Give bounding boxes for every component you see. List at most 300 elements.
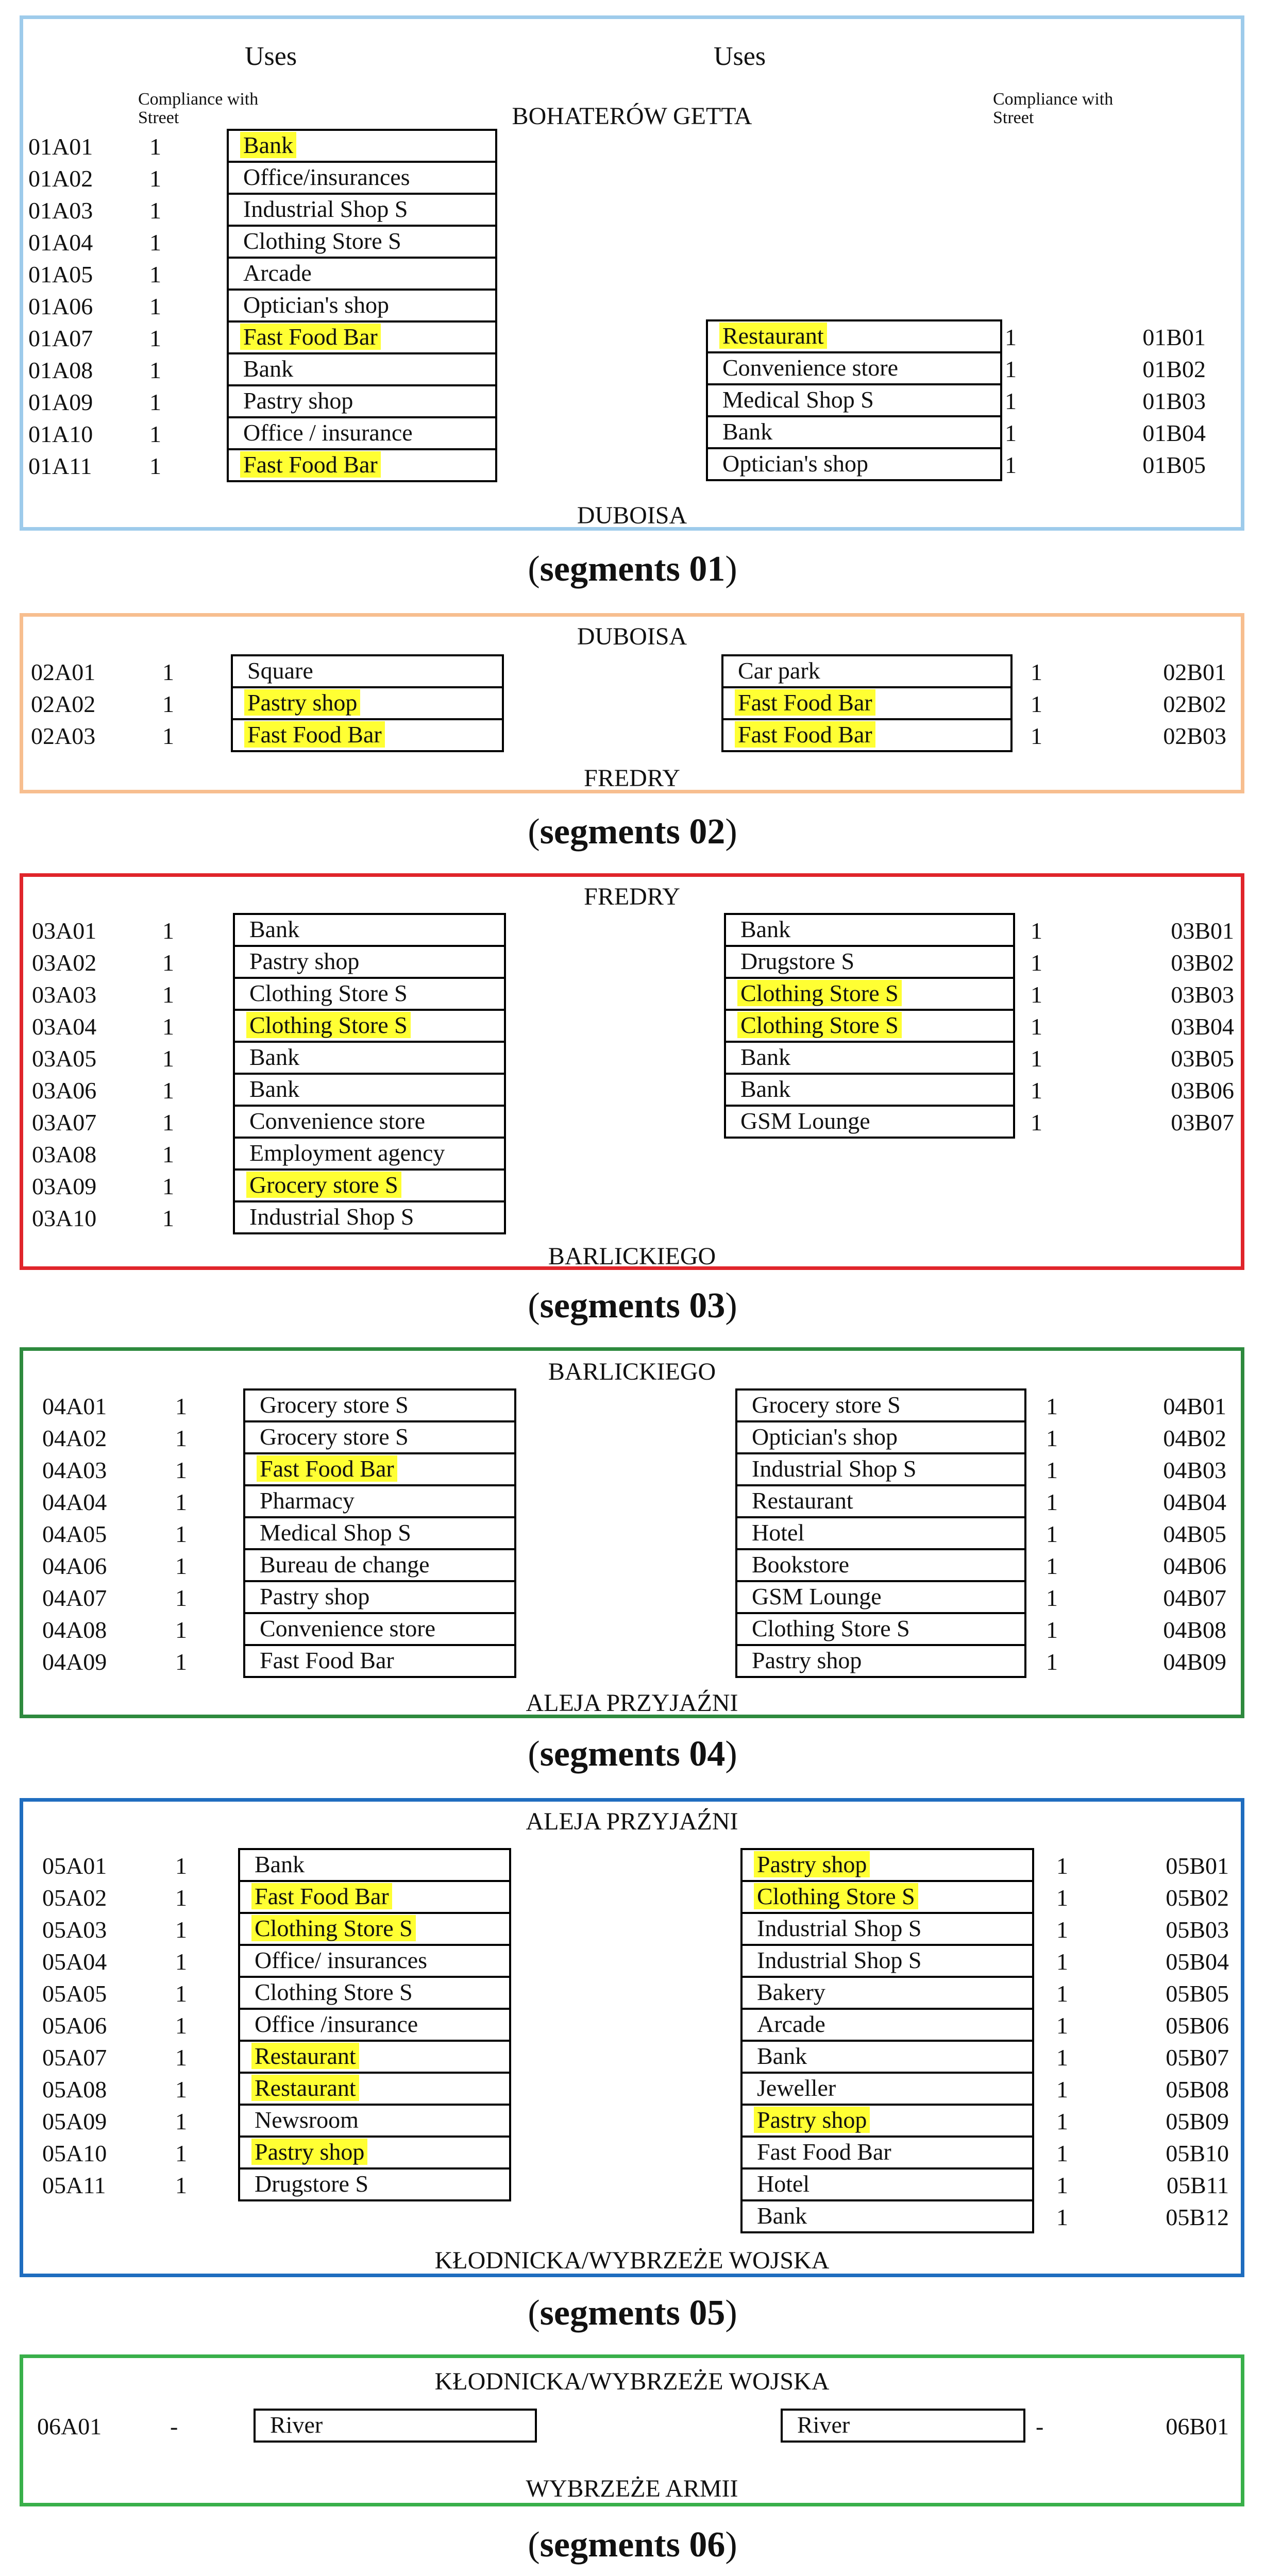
use-label: Grocery store S [260,1392,409,1418]
use-cell [743,2201,1032,2233]
compliance-value: 1 [162,1141,174,1167]
use-cell [240,1914,509,1946]
plot-code: 03A09 [32,1173,97,1199]
plot-code: 03A07 [32,1109,97,1136]
plot-code: 01A05 [28,261,93,287]
use-cell [245,1518,514,1550]
compliance-value: 1 [162,1045,174,1072]
plot-code: 01A04 [28,229,93,256]
compliance-value: 1 [175,1489,187,1515]
compliance-value: 1 [175,1521,187,1547]
plot-code: 01A01 [28,133,93,160]
plot-code: 04B06 [1163,1553,1226,1579]
use-label: Fast Food Bar [260,1647,394,1673]
use-cell [723,720,1010,752]
bottom-street-name: FREDRY [584,765,680,792]
compliance-value: 1 [1046,1617,1058,1643]
plot-code: 05B07 [1166,2044,1229,2071]
plot-code: 05B12 [1166,2204,1229,2230]
use-label: Fast Food Bar [240,324,381,350]
use-cell [743,1914,1032,1946]
plot-code: 05A10 [42,2140,107,2166]
compliance-value: 1 [162,1109,174,1136]
compliance-value: 1 [1046,1425,1058,1451]
compliance-value: - [170,2413,178,2439]
use-cell [233,720,502,752]
segment-box [20,2354,1244,2506]
use-cell [737,1614,1024,1646]
use-label: Clothing Store S [754,1883,918,1909]
use-cell [229,163,495,195]
use-label: Clothing Store S [246,1012,411,1038]
plot-code: 03B05 [1171,1045,1234,1072]
use-cell [229,354,495,386]
use-label: Car park [738,657,820,684]
compliance-value: 1 [1005,356,1017,382]
plot-code: 01A07 [28,325,93,351]
use-label: Convenience store [722,354,899,381]
segment-box [20,613,1244,793]
use-cell [708,385,1000,417]
segment-caption: (segments 04) [528,1734,737,1774]
compliance-value: 1 [175,1585,187,1611]
right-uses-column [724,913,1015,1139]
segment-caption-text: segments 05 [539,2293,726,2333]
use-label: Fast Food Bar [240,451,381,478]
plot-code: 05B03 [1166,1917,1229,1943]
use-cell [726,915,1013,947]
use-label: Bureau de change [260,1551,430,1578]
plot-code: 03B03 [1171,981,1234,1008]
use-cell [229,418,495,450]
use-label: Restaurant [719,323,827,349]
use-cell [737,1550,1024,1582]
plot-code: 05B01 [1166,1853,1229,1879]
compliance-value: 1 [1031,1109,1042,1136]
use-label: Bank [243,355,294,382]
compliance-value: 1 [1046,1457,1058,1483]
plot-code: 03A05 [32,1045,97,1072]
plot-code: 02A01 [31,659,96,685]
plot-code: 04A01 [42,1393,107,1419]
use-label: Clothing Store S [251,1915,416,1941]
plot-code: 03B02 [1171,950,1234,976]
top-street-name: ALEJA PRZYJAŹNI [526,1808,738,1835]
use-label: Convenience store [249,1108,426,1134]
use-cell [743,1850,1032,1882]
segment-caption: (segments 01) [528,549,737,589]
compliance-value: 1 [1005,452,1017,478]
compliance-value: 1 [1031,950,1042,976]
use-label: Drugstore S [255,2171,369,2197]
use-cell [235,979,504,1011]
use-label: Fast Food Bar [257,1455,397,1482]
segment-caption-text: segments 01 [539,549,726,589]
compliance-value: 1 [175,2044,187,2071]
compliance-value: 1 [162,691,174,717]
use-label: Clothing Store S [243,228,401,254]
plot-code: 05B09 [1166,2108,1229,2134]
use-cell [235,1011,504,1043]
use-label: Bank [757,2043,807,2069]
compliance-value: 1 [175,1649,187,1675]
compliance-value: 1 [175,1917,187,1943]
segment-caption: (segments 03) [528,1286,737,1326]
use-label: Pastry shop [251,2139,367,2165]
use-cell [245,1454,514,1486]
use-label: Bank [740,1076,791,1102]
use-label: Bank [757,2202,807,2229]
compliance-value: 1 [175,1393,187,1419]
compliance-value: 1 [149,293,161,319]
plot-code: 05B11 [1167,2172,1229,2198]
bottom-street-name: WYBRZEŻE ARMII [526,2475,738,2502]
use-cell [235,1075,504,1107]
compliance-value: 1 [1031,691,1042,717]
uses-label-right: Uses [714,42,766,71]
use-label: Industrial Shop S [243,196,408,222]
compliance-value: - [1036,2413,1044,2439]
use-cell [708,449,1000,481]
use-cell [235,915,504,947]
use-label: Fast Food Bar [244,721,385,748]
use-cell [743,1882,1032,1914]
plot-code: 02B02 [1163,691,1226,717]
plot-code: 05A09 [42,2108,107,2134]
plot-code: 05A11 [42,2172,106,2198]
use-cell [726,1107,1013,1139]
use-label: Pastry shop [243,387,353,414]
compliance-value: 1 [1005,324,1017,350]
use-label: Grocery store S [260,1423,409,1450]
use-cell [245,1422,514,1454]
plot-code: 04B05 [1163,1521,1226,1547]
use-cell [233,688,502,720]
top-street-name: BOHATERÓW GETTA [512,103,752,130]
plot-code: 04B09 [1163,1649,1226,1675]
use-cell [245,1582,514,1614]
compliance-value: 1 [175,2076,187,2103]
compliance-value: 1 [175,1885,187,1911]
plot-code: 01A09 [28,389,93,415]
use-cell [240,2138,509,2170]
plot-code: 05A02 [42,1885,107,1911]
use-label: Grocery store S [752,1392,901,1418]
left-uses-column [238,1848,511,2201]
use-label: Bank [740,916,791,942]
use-label: Optician's shop [752,1423,898,1450]
plot-code: 01B01 [1142,324,1206,350]
compliance-value: 1 [1046,1585,1058,1611]
segment-caption-text: segments 03 [539,1286,726,1326]
compliance-value: 1 [1046,1553,1058,1579]
use-label: GSM Lounge [740,1108,870,1134]
use-cell [708,417,1000,449]
use-cell [743,2138,1032,2170]
compliance-value: 1 [149,325,161,351]
compliance-value: 1 [1056,2108,1068,2134]
use-label: Hotel [757,2171,810,2197]
compliance-value: 1 [1031,659,1042,685]
plot-code: 06B01 [1166,2413,1229,2439]
bottom-street-name: BARLICKIEGO [548,1243,716,1270]
plot-code: 05A08 [42,2076,107,2103]
plot-code: 03B04 [1171,1013,1234,1040]
plot-code: 01A03 [28,197,93,224]
compliance-label-right: Compliance with Street [993,90,1114,127]
use-cell [240,1850,509,1882]
uses-label-left: Uses [245,42,297,71]
use-cell [245,1486,514,1518]
use-label: Optician's shop [722,450,868,477]
use-label: Bakery [757,1979,825,2005]
compliance-value: 1 [1056,2140,1068,2166]
use-label: Bank [249,1076,300,1102]
plot-code: 05A07 [42,2044,107,2071]
compliance-value: 1 [1056,2076,1068,2103]
compliance-value: 1 [1056,2204,1068,2230]
plot-code: 01B04 [1142,420,1206,446]
segment-caption-text: segments 06 [539,2525,726,2565]
use-label: Clothing Store S [249,980,408,1006]
use-cell [229,291,495,323]
plot-code: 05B08 [1166,2076,1229,2103]
segment-caption: (segments 02) [528,812,737,852]
compliance-value: 1 [149,389,161,415]
plot-code: 03B07 [1171,1109,1234,1136]
plot-code: 05A05 [42,1980,107,2007]
use-label: Bank [240,132,296,158]
use-cell [240,2170,509,2201]
use-label: Bank [249,916,300,942]
compliance-value: 1 [162,659,174,685]
use-cell [737,1486,1024,1518]
plot-code: 04A08 [42,1617,107,1643]
compliance-value: 1 [1031,1013,1042,1040]
use-label: Jeweller [757,2075,836,2101]
compliance-value: 1 [175,1948,187,1975]
plot-code: 01B02 [1142,356,1206,382]
compliance-value: 1 [175,1553,187,1579]
use-cell [737,1646,1024,1678]
use-cell [726,1075,1013,1107]
use-cell [743,2010,1032,2042]
compliance-value: 1 [162,1013,174,1040]
plot-code: 04A09 [42,1649,107,1675]
plot-code: 04B07 [1163,1585,1226,1611]
use-label: Medical Shop S [722,386,874,413]
use-cell [743,2170,1032,2201]
plot-code: 04B03 [1163,1457,1226,1483]
compliance-value: 1 [162,1173,174,1199]
use-cell [743,2106,1032,2138]
plot-code: 03A04 [32,1013,97,1040]
bottom-street-name: DUBOISA [577,502,687,529]
plot-code: 03A01 [32,918,97,944]
compliance-value: 1 [1046,1521,1058,1547]
use-cell [723,688,1010,720]
compliance-value: 1 [1056,2012,1068,2039]
use-label: Clothing Store S [737,1012,902,1038]
use-label: Restaurant [752,1487,853,1514]
plot-code: 03A02 [32,950,97,976]
compliance-value: 1 [175,1425,187,1451]
compliance-value: 1 [1056,2044,1068,2071]
use-label: Pastry shop [752,1647,862,1673]
use-label: Bookstore [752,1551,850,1578]
use-label: Pastry shop [260,1583,370,1609]
use-label: Pastry shop [754,2107,870,2133]
plot-code: 05B06 [1166,2012,1229,2039]
left-uses-column [233,913,506,1234]
use-cell [240,2106,509,2138]
use-cell [708,353,1000,385]
use-cell [235,1139,504,1171]
left-uses-column [254,2409,537,2443]
use-label: Bank [722,418,773,445]
use-label: Pastry shop [249,948,360,974]
plot-code: 01B03 [1142,388,1206,414]
compliance-value: 1 [175,1457,187,1483]
plot-code: 01A06 [28,293,93,319]
use-label: Office / insurance [243,419,413,446]
compliance-value: 1 [162,1205,174,1231]
use-label: Drugstore S [740,948,855,974]
right-uses-column [740,1848,1034,2233]
plot-code: 01A02 [28,165,93,192]
use-cell [783,2411,1023,2443]
right-uses-column [721,654,1013,752]
use-cell [233,656,502,688]
compliance-value: 1 [1031,918,1042,944]
left-uses-column [243,1388,516,1678]
use-cell [743,2042,1032,2074]
plot-code: 05B02 [1166,1885,1229,1911]
use-cell [235,1107,504,1139]
compliance-value: 1 [1056,2172,1068,2198]
plot-code: 04B02 [1163,1425,1226,1451]
use-cell [726,947,1013,979]
plot-code: 03A06 [32,1077,97,1104]
plot-code: 01A10 [28,421,93,447]
use-label: Industrial Shop S [757,1947,922,1973]
use-cell [240,2042,509,2074]
segment-caption-text: segments 04 [539,1734,726,1774]
use-cell [245,1614,514,1646]
use-cell [726,1043,1013,1075]
use-label: Clothing Store S [752,1615,910,1641]
plot-code: 01A08 [28,357,93,383]
compliance-value: 1 [162,918,174,944]
use-label: Fast Food Bar [735,721,875,748]
use-label: Optician's shop [243,292,389,318]
use-cell [256,2411,535,2443]
use-label: River [270,2412,323,2438]
use-label: Restaurant [251,2075,359,2101]
compliance-value: 1 [1046,1393,1058,1419]
compliance-value: 1 [162,723,174,749]
use-label: Employment agency [249,1140,445,1166]
segment-box [20,873,1244,1270]
use-label: Arcade [243,260,312,286]
plot-code: 03A10 [32,1205,97,1231]
use-label: GSM Lounge [752,1583,882,1609]
use-cell [737,1582,1024,1614]
use-label: Arcade [757,2011,825,2037]
compliance-value: 1 [175,2140,187,2166]
compliance-value: 1 [1031,981,1042,1008]
left-uses-column [231,654,504,752]
use-cell [235,1171,504,1202]
use-label: Convenience store [260,1615,436,1641]
plot-code: 05A06 [42,2012,107,2039]
compliance-value: 1 [149,357,161,383]
compliance-value: 1 [175,1617,187,1643]
segment-box [20,1347,1244,1718]
plot-code: 04B01 [1163,1393,1226,1419]
use-label: Pastry shop [754,1851,870,1877]
use-label: Medical Shop S [260,1519,411,1546]
compliance-value: 1 [175,2012,187,2039]
use-label: Restaurant [251,2043,359,2069]
top-street-name: DUBOISA [577,623,687,650]
plot-code: 03A08 [32,1141,97,1167]
use-label: Industrial Shop S [249,1204,414,1230]
compliance-value: 1 [1005,420,1017,446]
compliance-value: 1 [149,453,161,479]
compliance-value: 1 [162,950,174,976]
use-cell [737,1391,1024,1422]
use-cell [245,1646,514,1678]
use-cell [229,259,495,291]
top-street-name: FREDRY [584,883,680,910]
compliance-value: 1 [149,421,161,447]
right-uses-column [706,319,1002,481]
compliance-value: 1 [149,229,161,256]
use-label: Clothing Store S [737,980,902,1006]
compliance-value: 1 [1056,1980,1068,2007]
use-label: Newsroom [255,2107,359,2133]
use-cell [240,2010,509,2042]
use-cell [229,131,495,163]
use-cell [235,947,504,979]
plot-code: 05A01 [42,1853,107,1879]
compliance-value: 1 [149,261,161,287]
use-cell [743,1946,1032,1978]
use-label: Hotel [752,1519,805,1546]
plot-code: 03B01 [1171,918,1234,944]
use-label: Pastry shop [244,689,360,716]
use-label: Fast Food Bar [757,2139,891,2165]
use-label: Grocery store S [246,1172,401,1198]
use-label: Bank [255,1851,305,1877]
use-label: Fast Food Bar [251,1883,392,1909]
plot-code: 05A03 [42,1917,107,1943]
compliance-value: 1 [175,2172,187,2198]
use-cell [229,195,495,227]
use-label: Square [247,657,313,684]
compliance-value: 1 [149,165,161,192]
bottom-street-name: KŁODNICKA/WYBRZEŻE WOJSKA [434,2247,830,2274]
plot-code: 02B03 [1163,723,1226,749]
use-cell [726,1011,1013,1043]
use-cell [726,979,1013,1011]
plot-code: 04A02 [42,1425,107,1451]
use-label: Pharmacy [260,1487,355,1514]
use-cell [737,1422,1024,1454]
plot-code: 05A04 [42,1948,107,1975]
compliance-value: 1 [1056,1948,1068,1975]
